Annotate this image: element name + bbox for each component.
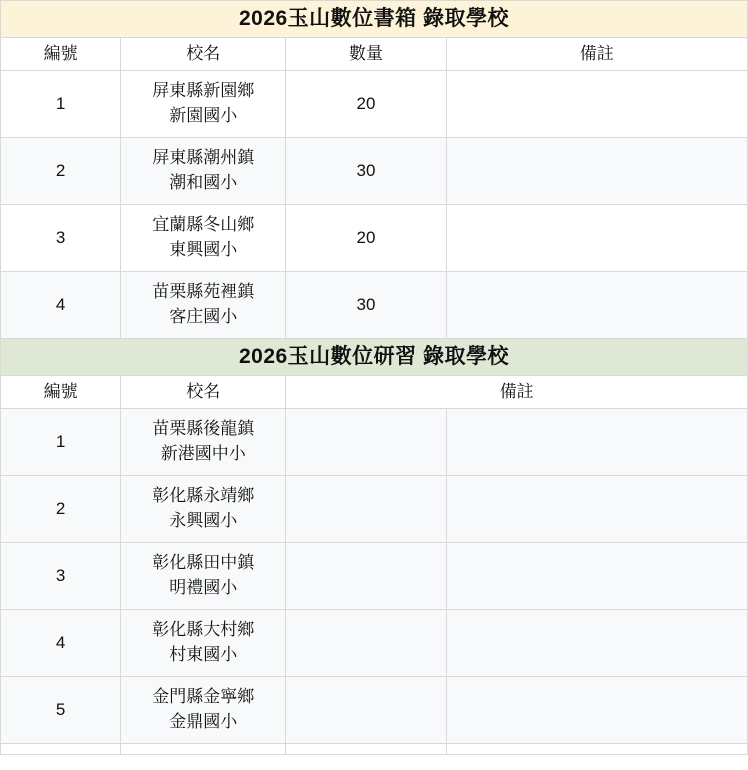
row-note-spacer xyxy=(286,476,446,543)
row-note xyxy=(446,409,747,476)
row-note xyxy=(446,476,747,543)
header-row-workshop xyxy=(1,376,748,409)
row-school xyxy=(121,476,286,543)
column-header-qty: 數量 xyxy=(286,38,446,71)
school-line-1: 彰化縣大村鄉 xyxy=(152,620,255,640)
row-note-spacer xyxy=(286,610,446,677)
school-line-2: 客庄國小 xyxy=(169,307,238,326)
row-note xyxy=(446,205,747,272)
row-number: 2 xyxy=(1,476,121,543)
table-row xyxy=(1,205,748,272)
table-row-partial xyxy=(1,744,748,755)
row-note-spacer xyxy=(286,677,446,744)
row-school xyxy=(121,543,286,610)
school-line-1: 屏東縣新園鄉 xyxy=(152,81,255,101)
school-line-1: 屏東縣潮州鎮 xyxy=(152,148,255,168)
section-title-row-workshop xyxy=(1,339,748,376)
column-header-school: 校名 xyxy=(121,38,286,71)
row-school xyxy=(121,205,286,272)
table-row xyxy=(1,138,748,205)
table-row xyxy=(1,610,748,677)
column-header-no: 編號 xyxy=(1,38,121,71)
row-number: 4 xyxy=(1,272,121,339)
table-row xyxy=(1,543,748,610)
section-title-row-book-box xyxy=(1,1,748,38)
row-note-spacer xyxy=(286,744,446,755)
table-row xyxy=(1,71,748,138)
school-line-1: 苗栗縣後龍鎮 xyxy=(152,419,255,439)
row-school xyxy=(121,272,286,339)
row-note-spacer xyxy=(286,543,446,610)
table-row xyxy=(1,409,748,476)
row-school xyxy=(121,71,286,138)
school-line-1: 金門縣金寧鄉 xyxy=(152,687,255,707)
row-note xyxy=(446,610,747,677)
row-number: 1 xyxy=(1,71,121,138)
row-note xyxy=(446,272,747,339)
school-line-2: 東興國小 xyxy=(169,240,238,259)
row-quantity: 20 xyxy=(286,71,446,138)
row-number xyxy=(1,744,121,755)
row-school xyxy=(121,744,286,755)
section-title-workshop: 2026玉山數位研習 錄取學校 xyxy=(1,339,748,376)
row-quantity: 30 xyxy=(286,138,446,205)
row-number: 3 xyxy=(1,543,121,610)
row-number: 2 xyxy=(1,138,121,205)
row-note xyxy=(446,543,747,610)
row-quantity: 20 xyxy=(286,205,446,272)
school-line-2: 明禮國小 xyxy=(169,578,238,597)
section-title-book-box: 2026玉山數位書箱 錄取學校 xyxy=(1,1,748,38)
row-note xyxy=(446,71,747,138)
table-row xyxy=(1,272,748,339)
school-line-1: 宜蘭縣冬山鄉 xyxy=(152,215,255,235)
column-header-no: 編號 xyxy=(1,376,121,409)
row-note-spacer xyxy=(286,409,446,476)
school-line-2: 金鼎國小 xyxy=(169,712,238,731)
row-number: 3 xyxy=(1,205,121,272)
column-header-note: 備註 xyxy=(446,38,747,71)
table-row xyxy=(1,677,748,744)
school-line-1: 彰化縣永靖鄉 xyxy=(152,486,255,506)
row-school xyxy=(121,610,286,677)
row-note xyxy=(446,744,747,755)
school-line-2: 永興國小 xyxy=(169,511,238,530)
row-note xyxy=(446,138,747,205)
row-note xyxy=(446,677,747,744)
school-line-2: 新港國中小 xyxy=(160,444,246,463)
school-line-2: 新園國小 xyxy=(169,106,238,125)
column-header-school: 校名 xyxy=(121,376,286,409)
row-school xyxy=(121,677,286,744)
school-line-1: 苗栗縣苑裡鎮 xyxy=(152,282,255,302)
row-school xyxy=(121,138,286,205)
row-quantity: 30 xyxy=(286,272,446,339)
row-number: 4 xyxy=(1,610,121,677)
school-line-1: 彰化縣田中鎮 xyxy=(152,553,255,573)
table-row xyxy=(1,476,748,543)
column-header-note: 備註 xyxy=(286,376,748,409)
row-number: 1 xyxy=(1,409,121,476)
row-number: 5 xyxy=(1,677,121,744)
school-line-2: 潮和國小 xyxy=(169,173,238,192)
row-school xyxy=(121,409,286,476)
header-row-book-box xyxy=(1,38,748,71)
school-line-2: 村東國小 xyxy=(169,645,238,664)
